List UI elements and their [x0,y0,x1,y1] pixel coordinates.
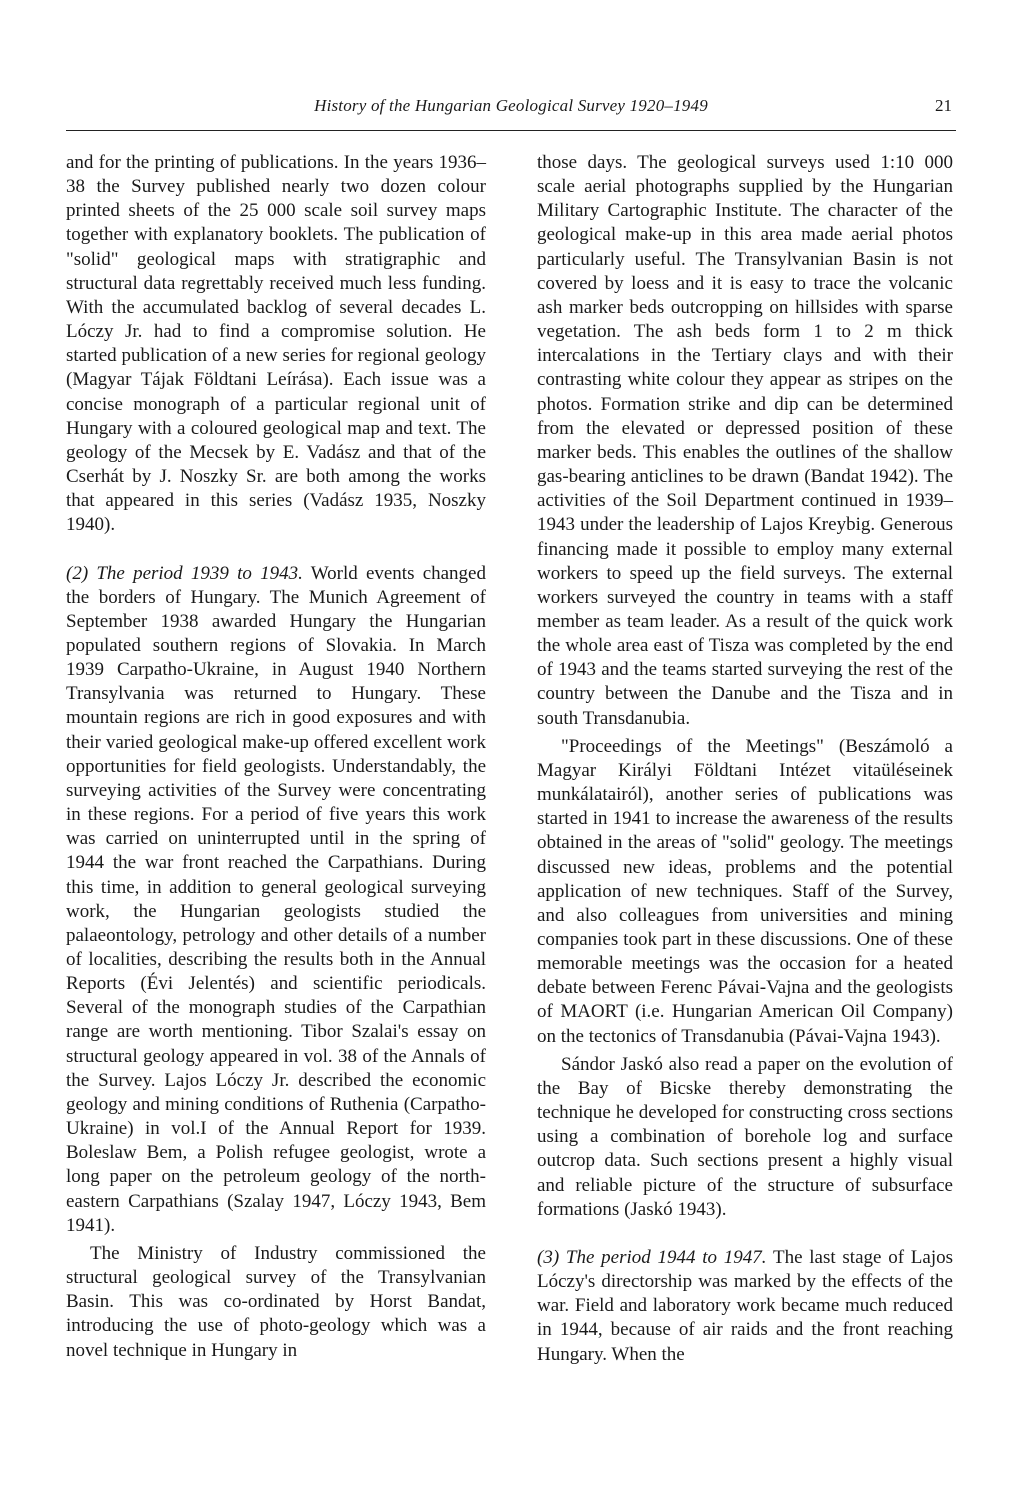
section-heading-1944-1947: (3) The period 1944 to 1947. [537,1246,767,1268]
running-header [66,96,956,122]
paragraph-jasko-paper: Sándor Jaskó also read a paper on the evolution of the Bay of Bicske thereby demonstrating the technique he developed for constructing cross sections using a combination of borehole log and surface outcrop data. Such sections present a highly visual and reliable picture of the structure of subsurface formations (Jaskó 1943). [537,1053,953,1220]
paragraph-period-1939-1943-text: World events changed the borders of Hungary. The Munich Agreement of September 1938 awarded Hungary the Hungarian populated southern regions of Slovakia. In March 1939 Carpatho-Ukraine, in August 1940 Northern Transylvania was returned to Hungary. These mountain regions are rich in good exposures and with their varied geological make-up offered excellent work opportunities for field geologists. Understandably, the surveying activities of the Survey were concentrating in these regions. For a period of five years this work was carried on uninterrupted until in the spring of 1944 the war front reached the Carpathians. During this time, in addition to general geological surveying work, the Hungarian geologists studied the palaeontology, petrology and other details of a number of localities, describing the results both in the Annual Reports (Évi Jelentés) and scientific periodicals. Several of the monograph studies of the Carpathian range are worth mentioning. Tibor Szalai's essay on structural geology appeared in vol. 38 of the Annals of the Survey. Lajos Lóczy Jr. described the economic geology and mining conditions of Ruthenia (Carpatho-Ukraine) in vol.I of the Annual Report for 1939. Boleslaw Bem, a Polish refugee geologist, wrote a long paper on the petroleum geology of the north-eastern Carpathians (Szalay 1947, Lóczy 1943, Bem 1941). [66,562,486,1236]
paragraph-aerial-photographs: those days. The geological surveys used 1:10 000 scale aerial photographs supplied by the Hungarian Military Cartographic Institute. The character of the geological make-up in this area made aerial photos particularly useful. The Transylvanian Basin is not covered by loess and it is easy to trace the volcanic ash marker beds outcropping on hillsides with sparse vegetation. The ash beds form 1 to 2 m thick intercalations in the Tertiary clays and with their contrasting white colour they appear as stripes on the photos. Formation strike and dip can be determined from the elevated or depressed position of these marker beds. This enables the outlines of the shallow gas-bearing anticlines to be drawn (Bandat 1942). The activities of the Soil Department continued in 1939–1943 under the leadership of Lajos Kreybig. Generous financing made it possible to employ many external workers to speed up the field surveys. The external workers surveyed the country in teams with a staff member as team leader. As a result of the quick work the whole area east of Tisza was completed by the end of 1943 and the teams started surveying the rest of the country between the Danube and the Tisza and in south Transdanubia. [537,152,953,729]
left-column [66,151,486,1363]
paragraph-period-1944-1947 [537,1246,953,1367]
page-number: 21 [935,96,952,115]
paragraph-period-1939-1943 [66,562,486,1238]
paragraph-proceedings-of-meetings: "Proceedings of the Meetings" (Beszámoló a Magyar Királyi Földtani Intézet vitaüléseinek munkálatairól), another series of publications was started in 1941 to increase the awareness of the results obtained in the areas of "solid" geology. The meetings discussed new ideas, problems and the potential application of new techniques. Staff of the Survey, and also colleagues from universities and mining companies took part in these discussions. One of these memorable meetings was the occasion for a heated debate between Ferenc Pávai-Vajna and the geologists of MAORT (i.e. Hungarian American Oil Company) on the tectonics of Transdanubia (Pávai-Vajna 1943). [537,735,953,1047]
paragraph-publications: and for the printing of publications. In the years 1936–38 the Survey published nearly two dozen colour printed sheets of the 25 000 scale soil survey maps together with explanatory booklets. The publication of "solid" geological maps with stratigraphic and structural data regrettably received much less funding. With the accumulated backlog of several decades L. Lóczy Jr. had to find a compromise solution. He started publication of a new series for regional geology (Magyar Tájak Földtani Leírása). Each issue was a concise monograph of a particular regional unit of Hungary with a coloured geological map and text. The geology of the Mecsek by E. Vadász and that of the Cserhát by J. Noszky Sr. are both among the works that appeared in this series (Vadász 1935, Noszky 1940). [66,152,486,536]
paragraph-ministry-of-industry: The Ministry of Industry commissioned the structural geological survey of the Transylvanian Basin. This was co-ordinated by Horst Bandat, introducing the use of photo-geology which was a novel technique in Hungary in [66,1242,486,1361]
section-heading-1939-1943: (2) The period 1939 to 1943. [66,562,303,584]
header-rule [66,130,956,131]
running-title: History of the Hungarian Geological Survey 1920–1949 [314,96,708,115]
paragraph-period-1944-1947-text: The last stage of Lajos Lóczy's directorship was marked by the effects of the war. Field and laboratory work became much reduced in 1944, because of air raids and the front reaching Hungary. When the [537,1246,953,1365]
right-column [537,151,953,1367]
